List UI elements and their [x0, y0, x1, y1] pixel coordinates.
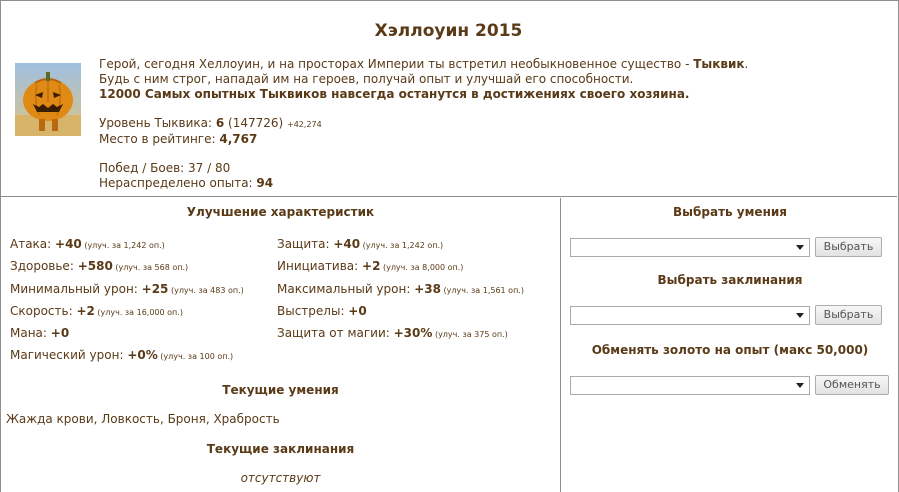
- intro-line-3: 12000 Самых опытных Тыквиков навсегда останутся в достижениях своего хозяина.: [99, 87, 690, 101]
- chevron-down-icon: [796, 313, 804, 318]
- page-title: Хэллоуин 2015: [374, 21, 523, 41]
- attr-min-damage: Минимальный урон: +25 (улуч. за 483 оп.): [10, 282, 244, 296]
- chevron-down-icon: [796, 245, 804, 250]
- gold-select[interactable]: [570, 376, 810, 395]
- intro-text: [99, 57, 748, 102]
- characteristics-panel: [0, 198, 561, 492]
- intro-line-1: Герой, сегодня Хеллоуин, и на просторах Империи ты встретил необыкновенное существо - Тыквик.: [99, 57, 749, 71]
- unspent-exp: Нераспределено опыта: 94: [99, 176, 274, 190]
- chevron-down-icon: [796, 383, 804, 388]
- spells-select[interactable]: [570, 306, 810, 325]
- attr-magic-defense: Защита от магии: +30% (улуч. за 375 оп.): [277, 326, 508, 340]
- pet-rank: Место в рейтинге: 4,767: [99, 132, 258, 146]
- attr-health: Здоровье: +580 (улуч. за 568 оп.): [10, 259, 189, 273]
- spells-title: Текущие заклинания: [206, 442, 355, 456]
- actions-panel: [562, 198, 898, 492]
- choose-skills-button[interactable]: Выбрать: [815, 237, 882, 257]
- skills-title: Текущие умения: [222, 383, 339, 397]
- wins-battles: Побед / Боев: 37 / 80: [99, 161, 231, 175]
- attr-shots: Выстрелы: +0: [277, 304, 367, 318]
- exchange-button[interactable]: Обменять: [815, 375, 889, 395]
- pet-header-section: [0, 0, 897, 197]
- attr-max-damage: Максимальный урон: +38 (улуч. за 1,561 оп.): [277, 282, 524, 296]
- attr-attack: Атака: +40 (улуч. за 1,242 оп.): [10, 237, 165, 251]
- skills-list: Жажда крови, Ловкость, Броня, Храбрость: [6, 412, 280, 426]
- spells-none: отсутствуют: [240, 471, 321, 485]
- pet-name: Тыквик: [693, 57, 745, 71]
- attr-magic-damage: Магический урон: +0% (улуч. за 100 оп.): [10, 348, 234, 362]
- attr-speed: Скорость: +2 (улуч. за 16,000 оп.): [10, 304, 183, 318]
- upgrade-title: Улучшение характеристик: [186, 205, 375, 219]
- intro-line-2: Будь с ним строг, нападай им на героев, получай опыт и улучшай его способности.: [99, 72, 634, 86]
- attr-mana: Мана: +0: [10, 326, 70, 340]
- choose-spells-button[interactable]: Выбрать: [815, 305, 882, 325]
- choose-spells-title: Выбрать заклинания: [657, 273, 803, 287]
- skills-select[interactable]: [570, 238, 810, 257]
- pet-level: Уровень Тыквика: 6 (147726) +42,274: [99, 116, 322, 130]
- attr-defense: Защита: +40 (улуч. за 1,242 оп.): [277, 237, 444, 251]
- choose-skills-title: Выбрать умения: [673, 205, 787, 219]
- pet-level-block: [99, 116, 322, 147]
- pumpkin-pet-avatar: [15, 63, 81, 136]
- pet-battle-block: [99, 161, 273, 191]
- attr-initiative: Инициатива: +2 (улуч. за 8,000 оп.): [277, 259, 464, 273]
- exchange-title: Обменять золото на опыт (макс 50,000): [591, 343, 869, 357]
